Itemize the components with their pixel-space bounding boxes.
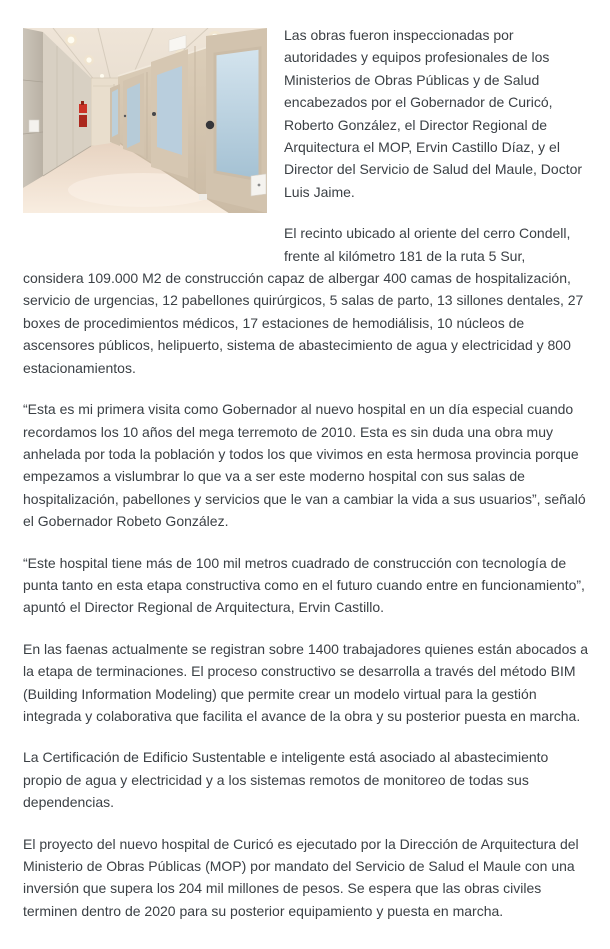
door-handle [206, 121, 214, 129]
article-paragraph-4: “Este hospital tiene más de 100 mil metros cuadrado de construcción con tecnología de punta tanto en esta etapa constructiva como en el futuro cuando entre en funcionamiento”, apuntó el Director Regional de Arquitectura, Ervin Castillo. [23, 554, 585, 616]
article-paragraph-3: “Esta es mi primera visita como Gobernador al nuevo hospital en un día especial cuando recordamos los 10 años del mega terremoto de 2010. Esta es sin duda una obra muy anhelada por toda la población y todos los que vivimos en esta hermosa provincia porque empezamos a vislumbrar lo que va a ser este moderno hospital con sus salas de hospitalización, pabellones y servicios que le van a cambiar la vida a sus usuarios”, señaló el Gobernador Robeto González. [23, 401, 586, 530]
article-paragraph-2: El recinto ubicado al oriente del cerro Condell, frente al kilómetro 181 de la ruta 5 Sur, considera 109.000 M2 de construcción capaz de albergar 400 camas de hospitalización, servicio de urgencias, 12 pabellones quirúrgicos, 5 salas de parto, 13 sillones dentales, 27 boxes de procedimientos médicos, 17 estaciones de hemodiálisis, 10 núcleos de ascensores públicos, helipuerto, sistema de abastecimiento de agua y electricidad y 800 estacionamientos. [23, 225, 584, 376]
hospital-corridor-image [23, 28, 267, 213]
article-paragraph-6: La Certificación de Edificio Sustentable e inteligente está asociado al abastecimiento propio de agua y electricidad y a los sistemas remotos de monitoreo de todas sus dependencias. [23, 749, 549, 811]
article-paragraph-5: En las faenas actualmente se registran sobre 1400 trabajadores quienes están abocados a la etapa de terminaciones. El proceso constructivo se desarrolla a través del método BIM (Building Information Modeling) que permite crear un modelo virtual para la gestión integrada y colaborativa que facilita el avance de la obra y su posterior puesta en marcha. [23, 640, 589, 724]
article-paragraph-1: Las obras fueron inspeccionadas por autoridades y equipos profesionales de los Ministerios de Obras Públicas y de Salud encabezados por el Gobernador de Curicó, Roberto González, el Director Regional de Arquitectura el MOP, Ervin Castillo Díaz, y el Director del Servicio de Salud del Maule, Doctor Luis Jaime. [284, 27, 583, 200]
light-switch [29, 120, 39, 132]
article-paragraph-7: El proyecto del nuevo hospital de Curicó es ejecutado por la Dirección de Arquitectura del Ministerio de Obras Públicas (MOP) por mandato del Servicio de Salud el Maule con una inversión que supera los 204 mil millones de pesos. Se espera que las obras civiles terminen dentro de 2020 para su posterior equipamiento y puesta en marcha. [23, 835, 579, 919]
hospital-corridor-photo [23, 28, 267, 213]
left-wall [23, 28, 43, 188]
